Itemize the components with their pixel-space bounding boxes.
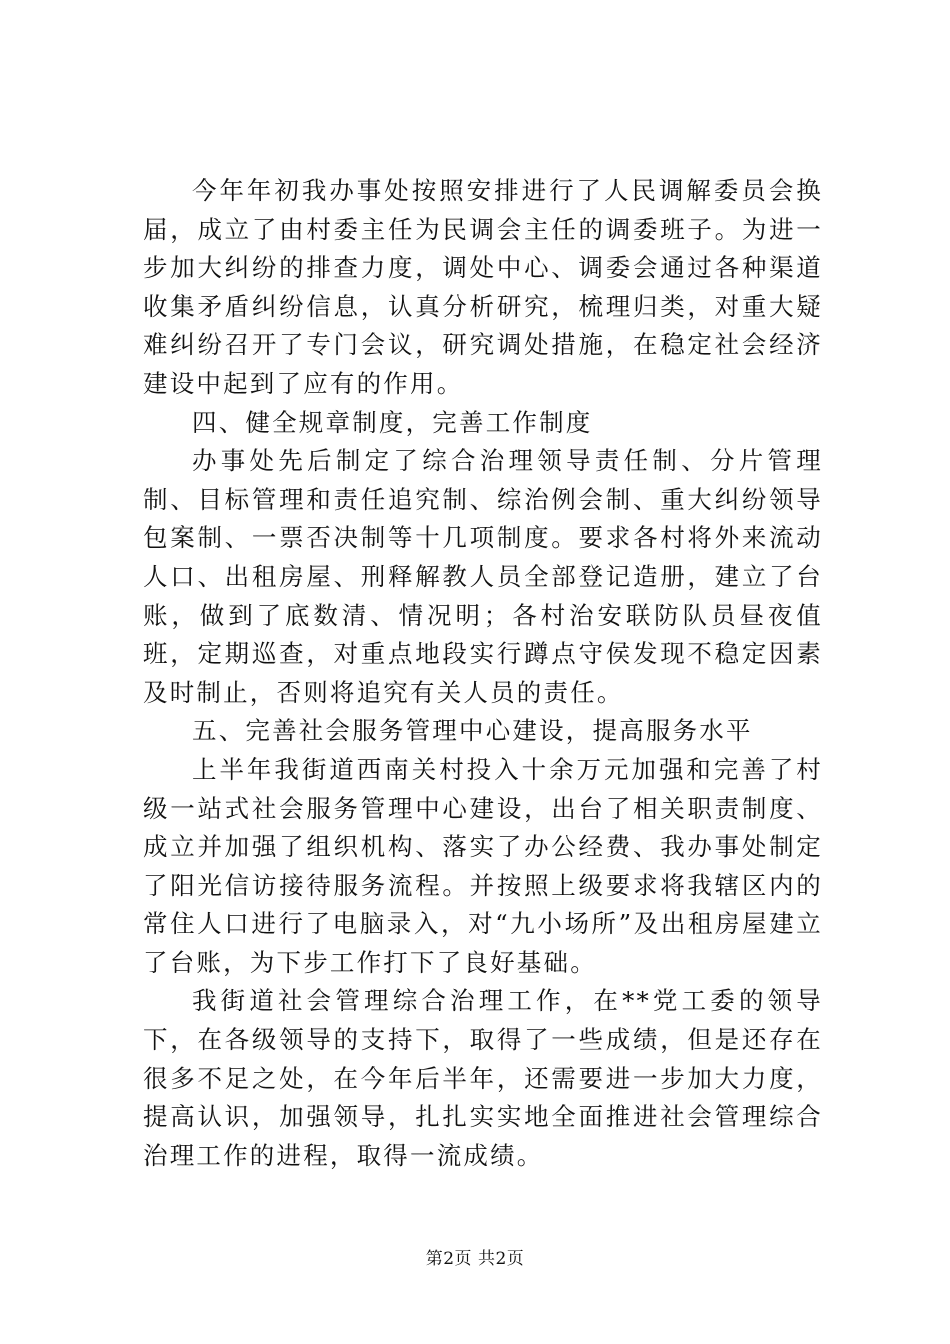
document-body: [143, 172, 823, 1175]
paragraph-conclusion: 我街道社会管理综合治理工作，在**党工委的领导下，在各级领导的支持下，取得了一些成绩，但是还存在很多不足之处，在今年后半年，还需要进一步加大力度，提高认识，加强领导，扎扎实实地全面推进社会管理综合治理工作的进程，取得一流成绩。: [143, 986, 823, 1170]
page-number-footer: 第2页 共2页: [425, 1249, 525, 1269]
paragraph-service-center: 上半年我街道西南关村投入十余万元加强和完善了村级一站式社会服务管理中心建设，出台了相关职责制度、成立并加强了组织机构、落实了办公经费、我办事处制定了阳光信访接待服务流程。并按照上级要求将我辖区内的常住人口进行了电脑录入，对“九小场所”及出租房屋建立了台账，为下步工作打下了良好基础。: [143, 754, 823, 977]
paragraph-rules-system: 办事处先后制定了综合治理领导责任制、分片管理制、目标管理和责任追究制、综治例会制、重大纠纷领导包案制、一票否决制等十几项制度。要求各村将外来流动人口、出租房屋、刑释解教人员全部登记造册，建立了台账，做到了底数清、情况明；各村治安联防队员昼夜值班，定期巡查，对重点地段实行蹲点守侯发现不稳定因素及时制止，否则将追究有关人员的责任。: [143, 446, 823, 707]
paragraph-mediation-committee: 今年年初我办事处按照安排进行了人民调解委员会换届，成立了由村委主任为民调会主任的调委班子。为进一步加大纠纷的排查力度，调处中心、调委会通过各种渠道收集矛盾纠纷信息，认真分析研究，梳理归类，对重大疑难纠纷召开了专门会议，研究调处措施，在稳定社会经济建设中起到了应有的作用。: [143, 176, 823, 398]
section-heading-service-center: 五、完善社会服务管理中心建设，提高服务水平: [192, 716, 753, 746]
section-heading-rules: 四、健全规章制度，完善工作制度: [192, 407, 593, 437]
